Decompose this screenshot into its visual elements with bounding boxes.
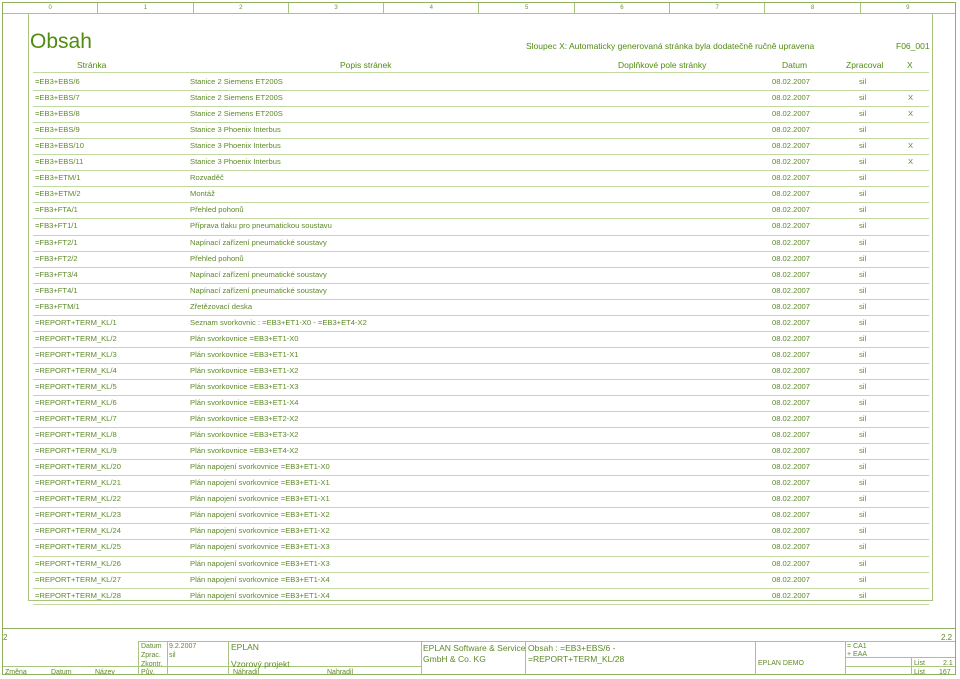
date-cell: 08.02.2007	[772, 398, 811, 407]
ruler-column-number: 2	[194, 3, 289, 13]
table-row	[33, 251, 929, 267]
table-row	[33, 427, 929, 443]
ruler-column-number: 8	[765, 3, 860, 13]
page-cell: =EB3+EBS/9	[35, 125, 80, 135]
editor-cell: sil	[859, 93, 867, 103]
description-cell: Plán napojení svorkovnice =EB3+ET1-X3	[190, 558, 330, 568]
software-company-line2: GmbH & Co. KG	[423, 654, 486, 664]
page-cell: =REPORT+TERM_KL/4	[35, 365, 117, 375]
table-row	[33, 331, 929, 347]
editor-cell: sil	[859, 381, 867, 391]
editor-cell: sil	[859, 526, 867, 536]
datum-label: Datum	[141, 643, 162, 650]
description-cell: Přehled pohonů	[190, 253, 244, 263]
table-row	[33, 299, 929, 315]
editor-cell: sil	[859, 269, 867, 279]
editor-cell: sil	[859, 542, 867, 552]
table-row	[33, 315, 929, 331]
date-cell: 08.02.2007	[772, 93, 811, 103]
page-cell: =REPORT+TERM_KL/3	[35, 349, 117, 359]
block-page-title-line2: =REPORT+TERM_KL/28	[528, 654, 625, 664]
date-cell: 08.02.2007	[772, 141, 811, 151]
table-row	[33, 588, 929, 604]
page-cell: =REPORT+TERM_KL/2	[35, 333, 117, 343]
x-cell: X	[908, 141, 914, 151]
date-cell: 08.02.2007	[772, 253, 811, 263]
description-cell: Montáž	[190, 189, 215, 199]
date-cell: 08.02.2007	[772, 109, 811, 119]
list-total-value: 167	[939, 669, 951, 676]
editor-cell: sil	[859, 237, 867, 247]
description-cell: Plán svorkovnice =EB3+ET1-X0	[190, 333, 299, 343]
date-cell: 08.02.2007	[772, 285, 811, 295]
page-cell: =EB3+EBS/10	[35, 141, 84, 151]
ruler-column-number: 5	[479, 3, 574, 13]
page-cell: =EB3+EBS/6	[35, 77, 80, 86]
page-cell: =REPORT+TERM_KL/26	[35, 558, 121, 568]
table-row	[33, 523, 929, 539]
date-cell: 08.02.2007	[772, 317, 811, 327]
description-cell: Plán napojení svorkovnice =EB3+ET1-X3	[190, 542, 330, 552]
table-row	[33, 283, 929, 299]
page-subtitle: Sloupec X: Automaticky generovaná stránka byla dodatečně ručně upravena	[526, 41, 815, 51]
change-date-label: Datum	[51, 669, 72, 676]
page-cell: =FB3+FTA/1	[35, 205, 78, 215]
description-cell: Rozvaděč	[190, 173, 224, 183]
project-name: Vzorový projekt	[231, 659, 290, 669]
description-cell: Plán svorkovnice =EB3+ET1-X4	[190, 398, 299, 407]
company-name: EPLAN	[231, 642, 259, 652]
change-label: Změna	[5, 669, 27, 676]
description-cell: Plán napojení svorkovnice =EB3+ET1-X4	[190, 574, 330, 584]
ruler-column-number: 6	[575, 3, 670, 13]
editor-cell: sil	[859, 205, 867, 215]
editor-cell: sil	[859, 333, 867, 343]
description-cell: Přehled pohonů	[190, 205, 244, 215]
page-cell: =FB3+FT1/1	[35, 221, 78, 231]
page-cell: =REPORT+TERM_KL/27	[35, 574, 121, 584]
zprac-value: sil	[169, 652, 176, 659]
column-ruler	[3, 3, 955, 14]
table-row	[33, 218, 929, 234]
editor-cell: sil	[859, 189, 867, 199]
page-cell: =EB3+EBS/11	[35, 157, 84, 167]
zkontr-label: Zkontr.	[141, 661, 163, 668]
page-cell: =FB3+FT3/4	[35, 269, 78, 279]
list-total-label: List	[914, 669, 925, 676]
page-cell: =REPORT+TERM_KL/5	[35, 381, 117, 391]
description-cell: Plán svorkovnice =EB3+ET1-X2	[190, 365, 299, 375]
x-cell: X	[908, 93, 914, 103]
description-cell: Stanice 3 Phoenix Interbus	[190, 157, 281, 167]
block-divider	[845, 666, 955, 667]
table-row	[33, 154, 929, 170]
block-divider	[138, 641, 139, 675]
column-header-date: Datum	[782, 60, 808, 70]
table-row	[33, 90, 929, 106]
ruler-column-number: 4	[384, 3, 479, 13]
editor-cell: sil	[859, 478, 867, 488]
editor-cell: sil	[859, 109, 867, 119]
table-row	[33, 491, 929, 507]
description-cell: Stanice 2 Siemens ET200S	[190, 93, 283, 103]
editor-cell: sil	[859, 558, 867, 568]
description-cell: Plán napojení svorkovnice =EB3+ET1-X1	[190, 478, 330, 488]
date-cell: 08.02.2007	[772, 430, 811, 440]
column-header-description: Popis stránek	[340, 60, 392, 70]
date-cell: 08.02.2007	[772, 574, 811, 584]
table-row	[33, 138, 929, 154]
x-cell: X	[908, 109, 914, 119]
table-row	[33, 572, 929, 588]
description-cell: Seznam svorkovnic : =EB3+ET1-X0 - =EB3+ET4-X2	[190, 317, 367, 327]
x-cell: X	[908, 157, 914, 167]
table-row	[33, 347, 929, 363]
description-cell: Plán napojení svorkovnice =EB3+ET1-X1	[190, 494, 330, 504]
date-cell: 08.02.2007	[772, 269, 811, 279]
page-cell: =FB3+FT4/1	[35, 285, 78, 295]
table-row	[33, 170, 929, 186]
software-company-line1: EPLAN Software & Service	[423, 643, 526, 653]
replaced-label: Náhradil	[233, 669, 260, 676]
editor-cell: sil	[859, 574, 867, 584]
page-cell: =FB3+FT2/1	[35, 237, 78, 247]
table-row	[33, 74, 929, 90]
list-value: 2.1	[943, 660, 953, 667]
page-cell: =REPORT+TERM_KL/6	[35, 398, 117, 407]
editor-cell: sil	[859, 125, 867, 135]
page-cell: =REPORT+TERM_KL/21	[35, 478, 121, 488]
editor-cell: sil	[859, 141, 867, 151]
page-cell: =EB3+EBS/8	[35, 109, 80, 119]
ruler-column-number: 0	[3, 3, 98, 13]
page-cell: =REPORT+TERM_KL/7	[35, 414, 117, 424]
datum-value: 9.2.2007	[169, 643, 197, 650]
page-cell: =REPORT+TERM_KL/20	[35, 462, 121, 472]
description-cell: Plán svorkovnice =EB3+ET1-X3	[190, 381, 299, 391]
page-cell: =EB3+ETM/1	[35, 173, 81, 183]
column-header-page: Stránka	[77, 60, 107, 70]
description-cell: Plán svorkovnice =EB3+ET1-X1	[190, 349, 299, 359]
header-divider	[33, 72, 929, 73]
description-cell: Zřetězovací deska	[190, 301, 253, 311]
column-header-extra-field: Doplňkové pole stránky	[618, 60, 707, 70]
table-row	[33, 443, 929, 459]
editor-cell: sil	[859, 173, 867, 183]
puv-label: Pův.	[141, 669, 155, 676]
block-divider	[421, 641, 422, 675]
replaced-by-label: Nahradil	[327, 669, 354, 676]
date-cell: 08.02.2007	[772, 125, 811, 135]
editor-cell: sil	[859, 221, 867, 231]
editor-cell: sil	[859, 446, 867, 456]
date-cell: 08.02.2007	[772, 381, 811, 391]
page-cell: =REPORT+TERM_KL/22	[35, 494, 121, 504]
table-row	[33, 411, 929, 427]
demo-label: EPLAN DEMO	[758, 660, 804, 667]
editor-cell: sil	[859, 462, 867, 472]
next-page-number: 2.2	[941, 633, 953, 642]
date-cell: 08.02.2007	[772, 494, 811, 504]
date-cell: 08.02.2007	[772, 462, 811, 472]
page-cell: =REPORT+TERM_KL/25	[35, 542, 121, 552]
page-cell: =REPORT+TERM_KL/1	[35, 317, 117, 327]
description-cell: Napínací zařízení pneumatické soustavy	[190, 237, 327, 247]
date-cell: 08.02.2007	[772, 349, 811, 359]
row-divider	[33, 604, 929, 605]
editor-cell: sil	[859, 349, 867, 359]
column-header-editor: Zpracoval	[846, 60, 884, 70]
date-cell: 08.02.2007	[772, 365, 811, 375]
editor-cell: sil	[859, 253, 867, 263]
eaa-designation: + EAA	[847, 651, 868, 658]
date-cell: 08.02.2007	[772, 173, 811, 183]
ruler-column-number: 1	[98, 3, 193, 13]
editor-cell: sil	[859, 365, 867, 375]
table-row	[33, 475, 929, 491]
page-cell: =REPORT+TERM_KL/9	[35, 446, 117, 456]
page-cell: =EB3+EBS/7	[35, 93, 80, 103]
table-row	[33, 267, 929, 283]
block-divider	[845, 641, 846, 675]
editor-cell: sil	[859, 414, 867, 424]
list-label: List	[914, 660, 925, 667]
description-cell: Napínací zařízení pneumatické soustavy	[190, 285, 327, 295]
block-divider	[228, 641, 229, 675]
date-cell: 08.02.2007	[772, 478, 811, 488]
editor-cell: sil	[859, 301, 867, 311]
page-cell: =REPORT+TERM_KL/24	[35, 526, 121, 536]
editor-cell: sil	[859, 494, 867, 504]
page-title: Obsah	[30, 30, 92, 53]
page-cell: =REPORT+TERM_KL/23	[35, 510, 121, 520]
editor-cell: sil	[859, 590, 867, 600]
ruler-column-number: 7	[670, 3, 765, 13]
table-row	[33, 235, 929, 251]
description-cell: Příprava tlaku pro pneumatickou soustavu	[190, 221, 332, 231]
page-cell: =EB3+ETM/2	[35, 189, 81, 199]
title-block	[3, 628, 955, 675]
block-divider	[138, 641, 955, 642]
description-cell: Plán napojení svorkovnice =EB3+ET1-X2	[190, 526, 330, 536]
ruler-column-number: 9	[906, 5, 910, 11]
description-cell: Stanice 3 Phoenix Interbus	[190, 125, 281, 135]
prev-page-number: 2	[3, 633, 8, 642]
date-cell: 08.02.2007	[772, 189, 811, 199]
block-divider	[167, 641, 168, 675]
page-cell: =FB3+FT2/2	[35, 253, 78, 263]
zprac-label: Zprac.	[141, 652, 161, 659]
description-cell: Plán svorkovnice =EB3+ET2-X2	[190, 414, 299, 424]
date-cell: 08.02.2007	[772, 237, 811, 247]
description-cell: Stanice 2 Siemens ET200S	[190, 109, 283, 119]
table-row	[33, 459, 929, 475]
ruler-column-number: 3	[289, 3, 384, 13]
editor-cell: sil	[859, 317, 867, 327]
ca-designation: = CA1	[847, 643, 867, 650]
editor-cell: sil	[859, 398, 867, 407]
editor-cell: sil	[859, 77, 867, 86]
table-row	[33, 395, 929, 411]
description-cell: Napínací zařízení pneumatické soustavy	[190, 269, 327, 279]
table-row	[33, 556, 929, 572]
table-row	[33, 507, 929, 523]
date-cell: 08.02.2007	[772, 221, 811, 231]
editor-cell: sil	[859, 157, 867, 167]
description-cell: Plán napojení svorkovnice =EB3+ET1-X0	[190, 462, 330, 472]
date-cell: 08.02.2007	[772, 542, 811, 552]
description-cell: Plán svorkovnice =EB3+ET4-X2	[190, 446, 299, 456]
table-row	[33, 379, 929, 395]
description-cell: Plán napojení svorkovnice =EB3+ET1-X2	[190, 510, 330, 520]
date-cell: 08.02.2007	[772, 77, 811, 86]
column-header-x: X	[907, 60, 913, 70]
date-cell: 08.02.2007	[772, 510, 811, 520]
table-row	[33, 122, 929, 138]
date-cell: 08.02.2007	[772, 414, 811, 424]
editor-cell: sil	[859, 510, 867, 520]
editor-cell: sil	[859, 430, 867, 440]
block-divider	[755, 641, 756, 675]
date-cell: 08.02.2007	[772, 446, 811, 456]
description-cell: Plán napojení svorkovnice =EB3+ET1-X4	[190, 590, 330, 600]
table-row	[33, 363, 929, 379]
date-cell: 08.02.2007	[772, 205, 811, 215]
table-row	[33, 202, 929, 218]
page-cell: =FB3+FTM/1	[35, 301, 80, 311]
description-cell: Plán svorkovnice =EB3+ET3-X2	[190, 430, 299, 440]
description-cell: Stanice 3 Phoenix Interbus	[190, 141, 281, 151]
date-cell: 08.02.2007	[772, 301, 811, 311]
date-cell: 08.02.2007	[772, 590, 811, 600]
date-cell: 08.02.2007	[772, 333, 811, 343]
table-row	[33, 539, 929, 555]
date-cell: 08.02.2007	[772, 558, 811, 568]
change-name-label: Název	[95, 669, 115, 676]
table-row	[33, 106, 929, 122]
page-cell: =REPORT+TERM_KL/8	[35, 430, 117, 440]
page-code: F06_001	[896, 41, 930, 51]
revision-divider	[3, 666, 138, 667]
date-cell: 08.02.2007	[772, 157, 811, 167]
table-row	[33, 186, 929, 202]
page-cell: =REPORT+TERM_KL/28	[35, 590, 121, 600]
block-page-title-line1: Obsah : =EB3+EBS/6 -	[528, 643, 616, 653]
editor-cell: sil	[859, 285, 867, 295]
description-cell: Stanice 2 Siemens ET200S	[190, 77, 283, 86]
date-cell: 08.02.2007	[772, 526, 811, 536]
